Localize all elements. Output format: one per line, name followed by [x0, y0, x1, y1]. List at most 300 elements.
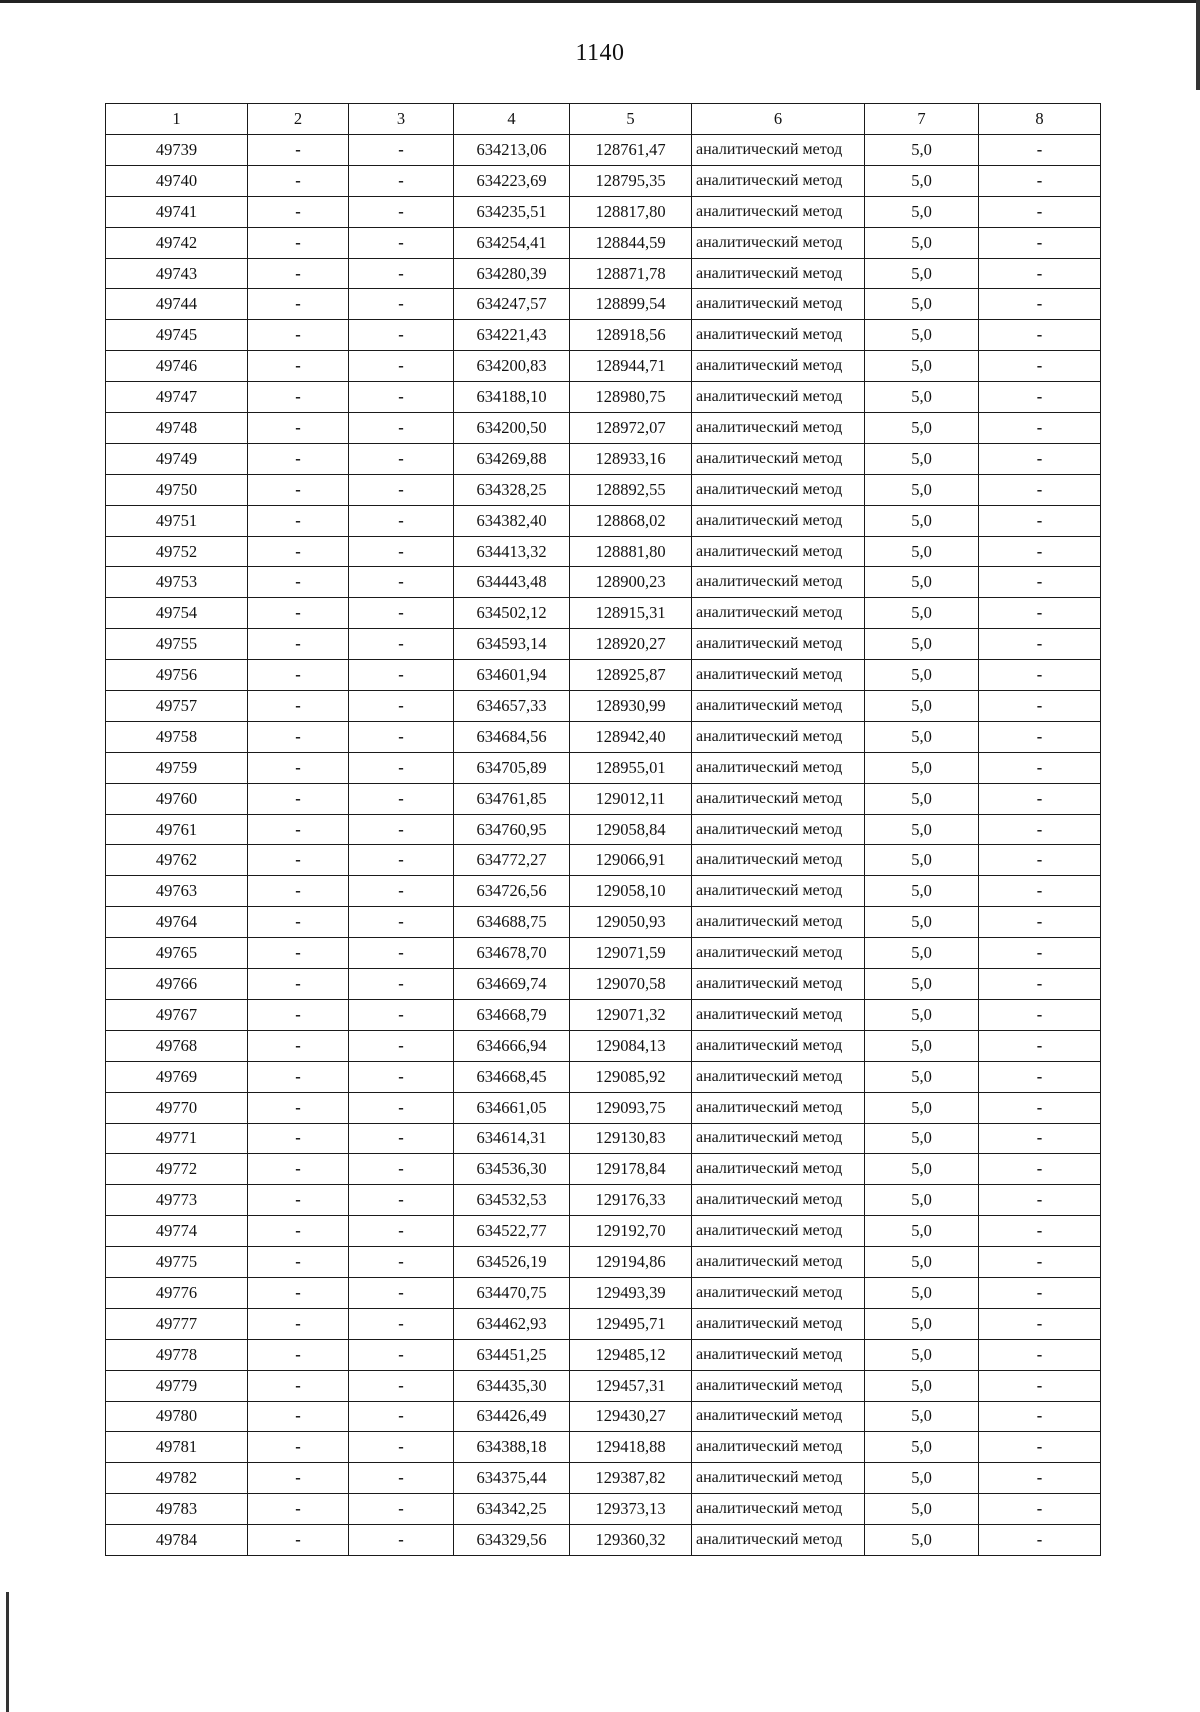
cell-x-coordinate: 634761,85	[454, 783, 570, 814]
cell-accuracy: 5,0	[865, 907, 979, 938]
cell-y-coordinate: 128980,75	[570, 382, 692, 413]
cell-col-8-value: -	[979, 660, 1101, 691]
cell-method: аналитический метод	[692, 752, 865, 783]
cell-col-2-value: -	[248, 320, 349, 351]
cell-col-3-value: -	[349, 783, 454, 814]
cell-y-coordinate: 128925,87	[570, 660, 692, 691]
cell-col-3-value: -	[349, 135, 454, 166]
cell-col-3-value: -	[349, 196, 454, 227]
cell-x-coordinate: 634726,56	[454, 876, 570, 907]
table-row	[106, 999, 1101, 1030]
cell-accuracy: 5,0	[865, 505, 979, 536]
cell-col-2-value: -	[248, 505, 349, 536]
cell-point-number: 49771	[106, 1123, 248, 1154]
cell-col-3-value: -	[349, 1525, 454, 1556]
cell-accuracy: 5,0	[865, 135, 979, 166]
cell-y-coordinate: 129085,92	[570, 1061, 692, 1092]
cell-y-coordinate: 129485,12	[570, 1339, 692, 1370]
cell-x-coordinate: 634522,77	[454, 1216, 570, 1247]
cell-method: аналитический метод	[692, 1030, 865, 1061]
cell-y-coordinate: 129066,91	[570, 845, 692, 876]
cell-col-8-value: -	[979, 1277, 1101, 1308]
cell-col-2-value: -	[248, 382, 349, 413]
table-header-row	[106, 104, 1101, 135]
cell-accuracy: 5,0	[865, 536, 979, 567]
cell-col-3-value: -	[349, 1370, 454, 1401]
cell-x-coordinate: 634502,12	[454, 598, 570, 629]
cell-accuracy: 5,0	[865, 165, 979, 196]
cell-col-8-value: -	[979, 165, 1101, 196]
cell-col-3-value: -	[349, 814, 454, 845]
table-row	[106, 969, 1101, 1000]
table-row	[106, 721, 1101, 752]
table-row	[106, 691, 1101, 722]
cell-col-8-value: -	[979, 382, 1101, 413]
cell-x-coordinate: 634375,44	[454, 1463, 570, 1494]
cell-y-coordinate: 128933,16	[570, 443, 692, 474]
cell-col-2-value: -	[248, 752, 349, 783]
cell-point-number: 49747	[106, 382, 248, 413]
cell-col-3-value: -	[349, 691, 454, 722]
cell-point-number: 49740	[106, 165, 248, 196]
cell-accuracy: 5,0	[865, 382, 979, 413]
cell-method: аналитический метод	[692, 814, 865, 845]
cell-col-8-value: -	[979, 227, 1101, 258]
cell-accuracy: 5,0	[865, 1401, 979, 1432]
cell-accuracy: 5,0	[865, 258, 979, 289]
cell-x-coordinate: 634532,53	[454, 1185, 570, 1216]
cell-col-8-value: -	[979, 536, 1101, 567]
cell-col-3-value: -	[349, 629, 454, 660]
cell-x-coordinate: 634213,06	[454, 135, 570, 166]
cell-y-coordinate: 129012,11	[570, 783, 692, 814]
cell-y-coordinate: 129360,32	[570, 1525, 692, 1556]
cell-col-2-value: -	[248, 258, 349, 289]
cell-accuracy: 5,0	[865, 938, 979, 969]
cell-col-8-value: -	[979, 413, 1101, 444]
table-row	[106, 382, 1101, 413]
table-row	[106, 443, 1101, 474]
cell-point-number: 49739	[106, 135, 248, 166]
cell-accuracy: 5,0	[865, 351, 979, 382]
cell-col-2-value: -	[248, 1370, 349, 1401]
cell-y-coordinate: 128881,80	[570, 536, 692, 567]
table-row	[106, 1308, 1101, 1339]
cell-y-coordinate: 129050,93	[570, 907, 692, 938]
cell-col-2-value: -	[248, 165, 349, 196]
cell-x-coordinate: 634247,57	[454, 289, 570, 320]
cell-method: аналитический метод	[692, 721, 865, 752]
cell-method: аналитический метод	[692, 1401, 865, 1432]
cell-point-number: 49741	[106, 196, 248, 227]
cell-col-8-value: -	[979, 1061, 1101, 1092]
cell-col-3-value: -	[349, 1277, 454, 1308]
cell-col-8-value: -	[979, 567, 1101, 598]
cell-col-3-value: -	[349, 351, 454, 382]
cell-col-2-value: -	[248, 289, 349, 320]
cell-point-number: 49757	[106, 691, 248, 722]
cell-point-number: 49767	[106, 999, 248, 1030]
column-header-2: 2	[248, 104, 349, 135]
cell-col-2-value: -	[248, 1401, 349, 1432]
cell-col-8-value: -	[979, 876, 1101, 907]
cell-col-3-value: -	[349, 413, 454, 444]
cell-accuracy: 5,0	[865, 1247, 979, 1278]
cell-accuracy: 5,0	[865, 660, 979, 691]
cell-point-number: 49746	[106, 351, 248, 382]
cell-col-8-value: -	[979, 1401, 1101, 1432]
cell-accuracy: 5,0	[865, 1308, 979, 1339]
cell-col-3-value: -	[349, 320, 454, 351]
cell-point-number: 49774	[106, 1216, 248, 1247]
table-row	[106, 227, 1101, 258]
cell-point-number: 49762	[106, 845, 248, 876]
cell-point-number: 49778	[106, 1339, 248, 1370]
table-row	[106, 1525, 1101, 1556]
table-row	[106, 505, 1101, 536]
cell-col-2-value: -	[248, 1185, 349, 1216]
cell-col-3-value: -	[349, 938, 454, 969]
column-header-8: 8	[979, 104, 1101, 135]
cell-col-3-value: -	[349, 258, 454, 289]
cell-col-8-value: -	[979, 1339, 1101, 1370]
cell-col-8-value: -	[979, 1308, 1101, 1339]
cell-col-8-value: -	[979, 1123, 1101, 1154]
cell-method: аналитический метод	[692, 1494, 865, 1525]
table-row	[106, 752, 1101, 783]
cell-col-3-value: -	[349, 907, 454, 938]
cell-col-2-value: -	[248, 1123, 349, 1154]
cell-point-number: 49753	[106, 567, 248, 598]
cell-x-coordinate: 634280,39	[454, 258, 570, 289]
cell-x-coordinate: 634526,19	[454, 1247, 570, 1278]
cell-col-2-value: -	[248, 721, 349, 752]
cell-col-8-value: -	[979, 1154, 1101, 1185]
cell-y-coordinate: 128892,55	[570, 474, 692, 505]
cell-method: аналитический метод	[692, 1339, 865, 1370]
table-body	[106, 135, 1101, 1556]
table-row	[106, 289, 1101, 320]
cell-col-8-value: -	[979, 629, 1101, 660]
cell-col-2-value: -	[248, 1061, 349, 1092]
cell-accuracy: 5,0	[865, 413, 979, 444]
cell-col-3-value: -	[349, 1154, 454, 1185]
cell-col-8-value: -	[979, 691, 1101, 722]
cell-y-coordinate: 129387,82	[570, 1463, 692, 1494]
cell-col-8-value: -	[979, 289, 1101, 320]
cell-method: аналитический метод	[692, 783, 865, 814]
cell-x-coordinate: 634451,25	[454, 1339, 570, 1370]
cell-y-coordinate: 129058,84	[570, 814, 692, 845]
cell-y-coordinate: 128761,47	[570, 135, 692, 166]
cell-x-coordinate: 634688,75	[454, 907, 570, 938]
cell-col-2-value: -	[248, 1308, 349, 1339]
cell-x-coordinate: 634678,70	[454, 938, 570, 969]
cell-col-3-value: -	[349, 1494, 454, 1525]
cell-point-number: 49760	[106, 783, 248, 814]
cell-point-number: 49765	[106, 938, 248, 969]
cell-accuracy: 5,0	[865, 227, 979, 258]
cell-col-8-value: -	[979, 1494, 1101, 1525]
cell-x-coordinate: 634221,43	[454, 320, 570, 351]
cell-y-coordinate: 128795,35	[570, 165, 692, 196]
cell-y-coordinate: 128920,27	[570, 629, 692, 660]
cell-accuracy: 5,0	[865, 1525, 979, 1556]
cell-accuracy: 5,0	[865, 1463, 979, 1494]
cell-method: аналитический метод	[692, 320, 865, 351]
cell-x-coordinate: 634666,94	[454, 1030, 570, 1061]
cell-x-coordinate: 634668,45	[454, 1061, 570, 1092]
cell-method: аналитический метод	[692, 691, 865, 722]
cell-col-2-value: -	[248, 1494, 349, 1525]
cell-method: аналитический метод	[692, 1154, 865, 1185]
cell-accuracy: 5,0	[865, 691, 979, 722]
page-number: 1140	[575, 40, 625, 66]
cell-method: аналитический метод	[692, 660, 865, 691]
cell-x-coordinate: 634200,50	[454, 413, 570, 444]
cell-point-number: 49782	[106, 1463, 248, 1494]
cell-y-coordinate: 129495,71	[570, 1308, 692, 1339]
cell-col-3-value: -	[349, 1092, 454, 1123]
table-row	[106, 165, 1101, 196]
table-row	[106, 135, 1101, 166]
table-row	[106, 196, 1101, 227]
cell-method: аналитический метод	[692, 1308, 865, 1339]
table-row	[106, 1277, 1101, 1308]
cell-x-coordinate: 634254,41	[454, 227, 570, 258]
cell-point-number: 49744	[106, 289, 248, 320]
cell-col-2-value: -	[248, 1525, 349, 1556]
cell-accuracy: 5,0	[865, 1494, 979, 1525]
cell-col-2-value: -	[248, 227, 349, 258]
coordinates-table	[105, 103, 1101, 1556]
cell-x-coordinate: 634684,56	[454, 721, 570, 752]
cell-x-coordinate: 634760,95	[454, 814, 570, 845]
cell-col-8-value: -	[979, 1247, 1101, 1278]
cell-col-3-value: -	[349, 1339, 454, 1370]
cell-col-2-value: -	[248, 196, 349, 227]
cell-col-8-value: -	[979, 1185, 1101, 1216]
cell-point-number: 49758	[106, 721, 248, 752]
table-row	[106, 474, 1101, 505]
cell-x-coordinate: 634614,31	[454, 1123, 570, 1154]
cell-method: аналитический метод	[692, 382, 865, 413]
cell-x-coordinate: 634235,51	[454, 196, 570, 227]
cell-col-2-value: -	[248, 876, 349, 907]
cell-accuracy: 5,0	[865, 1185, 979, 1216]
cell-point-number: 49761	[106, 814, 248, 845]
column-header-1: 1	[106, 104, 248, 135]
cell-x-coordinate: 634188,10	[454, 382, 570, 413]
cell-y-coordinate: 129058,10	[570, 876, 692, 907]
cell-col-8-value: -	[979, 938, 1101, 969]
cell-method: аналитический метод	[692, 351, 865, 382]
cell-col-2-value: -	[248, 1247, 349, 1278]
cell-col-3-value: -	[349, 382, 454, 413]
cell-col-3-value: -	[349, 567, 454, 598]
cell-col-8-value: -	[979, 783, 1101, 814]
table-row	[106, 1185, 1101, 1216]
cell-method: аналитический метод	[692, 1370, 865, 1401]
cell-y-coordinate: 128871,78	[570, 258, 692, 289]
cell-col-2-value: -	[248, 814, 349, 845]
table-row	[106, 814, 1101, 845]
cell-y-coordinate: 129176,33	[570, 1185, 692, 1216]
cell-point-number: 49770	[106, 1092, 248, 1123]
cell-point-number: 49743	[106, 258, 248, 289]
table-row	[106, 598, 1101, 629]
cell-col-3-value: -	[349, 845, 454, 876]
cell-method: аналитический метод	[692, 1185, 865, 1216]
cell-col-3-value: -	[349, 474, 454, 505]
cell-method: аналитический метод	[692, 258, 865, 289]
cell-method: аналитический метод	[692, 165, 865, 196]
cell-col-2-value: -	[248, 536, 349, 567]
cell-col-8-value: -	[979, 320, 1101, 351]
cell-point-number: 49768	[106, 1030, 248, 1061]
table-row	[106, 258, 1101, 289]
table-row	[106, 845, 1101, 876]
cell-col-8-value: -	[979, 196, 1101, 227]
table-row	[106, 938, 1101, 969]
cell-accuracy: 5,0	[865, 783, 979, 814]
cell-point-number: 49779	[106, 1370, 248, 1401]
table-row	[106, 629, 1101, 660]
cell-col-3-value: -	[349, 1061, 454, 1092]
cell-col-3-value: -	[349, 1463, 454, 1494]
cell-accuracy: 5,0	[865, 598, 979, 629]
cell-y-coordinate: 129457,31	[570, 1370, 692, 1401]
cell-method: аналитический метод	[692, 443, 865, 474]
scan-edge-mark-bottom	[6, 1592, 9, 1712]
cell-point-number: 49764	[106, 907, 248, 938]
cell-point-number: 49756	[106, 660, 248, 691]
cell-y-coordinate: 129130,83	[570, 1123, 692, 1154]
cell-method: аналитический метод	[692, 969, 865, 1000]
cell-y-coordinate: 129194,86	[570, 1247, 692, 1278]
cell-col-2-value: -	[248, 969, 349, 1000]
cell-point-number: 49755	[106, 629, 248, 660]
cell-x-coordinate: 634435,30	[454, 1370, 570, 1401]
cell-x-coordinate: 634200,83	[454, 351, 570, 382]
cell-col-2-value: -	[248, 1030, 349, 1061]
cell-point-number: 49784	[106, 1525, 248, 1556]
cell-point-number: 49780	[106, 1401, 248, 1432]
cell-method: аналитический метод	[692, 1092, 865, 1123]
cell-col-3-value: -	[349, 536, 454, 567]
cell-method: аналитический метод	[692, 876, 865, 907]
table-row	[106, 1216, 1101, 1247]
cell-accuracy: 5,0	[865, 1123, 979, 1154]
cell-col-8-value: -	[979, 1463, 1101, 1494]
cell-col-8-value: -	[979, 1370, 1101, 1401]
column-header-4: 4	[454, 104, 570, 135]
cell-y-coordinate: 129418,88	[570, 1432, 692, 1463]
cell-accuracy: 5,0	[865, 969, 979, 1000]
cell-point-number: 49750	[106, 474, 248, 505]
cell-accuracy: 5,0	[865, 1277, 979, 1308]
table-row	[106, 1463, 1101, 1494]
cell-accuracy: 5,0	[865, 629, 979, 660]
cell-point-number: 49751	[106, 505, 248, 536]
cell-y-coordinate: 128915,31	[570, 598, 692, 629]
cell-col-2-value: -	[248, 474, 349, 505]
table-row	[106, 1370, 1101, 1401]
table-row	[106, 413, 1101, 444]
cell-x-coordinate: 634388,18	[454, 1432, 570, 1463]
table-row	[106, 1432, 1101, 1463]
cell-col-3-value: -	[349, 227, 454, 258]
cell-point-number: 49759	[106, 752, 248, 783]
table-row	[106, 1247, 1101, 1278]
cell-method: аналитический метод	[692, 1247, 865, 1278]
cell-y-coordinate: 129071,59	[570, 938, 692, 969]
cell-method: аналитический метод	[692, 536, 865, 567]
cell-accuracy: 5,0	[865, 1092, 979, 1123]
cell-method: аналитический метод	[692, 289, 865, 320]
cell-accuracy: 5,0	[865, 474, 979, 505]
cell-col-2-value: -	[248, 907, 349, 938]
cell-x-coordinate: 634470,75	[454, 1277, 570, 1308]
cell-point-number: 49754	[106, 598, 248, 629]
cell-col-2-value: -	[248, 660, 349, 691]
cell-col-8-value: -	[979, 135, 1101, 166]
cell-col-8-value: -	[979, 258, 1101, 289]
cell-col-2-value: -	[248, 1277, 349, 1308]
cell-method: аналитический метод	[692, 567, 865, 598]
cell-col-2-value: -	[248, 1339, 349, 1370]
cell-method: аналитический метод	[692, 227, 865, 258]
cell-y-coordinate: 129430,27	[570, 1401, 692, 1432]
cell-col-3-value: -	[349, 999, 454, 1030]
cell-point-number: 49772	[106, 1154, 248, 1185]
cell-col-3-value: -	[349, 1030, 454, 1061]
cell-accuracy: 5,0	[865, 567, 979, 598]
cell-x-coordinate: 634705,89	[454, 752, 570, 783]
cell-x-coordinate: 634772,27	[454, 845, 570, 876]
cell-y-coordinate: 129178,84	[570, 1154, 692, 1185]
cell-point-number: 49752	[106, 536, 248, 567]
cell-col-8-value: -	[979, 443, 1101, 474]
cell-point-number: 49769	[106, 1061, 248, 1092]
cell-col-2-value: -	[248, 598, 349, 629]
cell-point-number: 49766	[106, 969, 248, 1000]
column-header-3: 3	[349, 104, 454, 135]
column-header-6: 6	[692, 104, 865, 135]
cell-y-coordinate: 129071,32	[570, 999, 692, 1030]
cell-x-coordinate: 634462,93	[454, 1308, 570, 1339]
cell-method: аналитический метод	[692, 1061, 865, 1092]
cell-point-number: 49749	[106, 443, 248, 474]
cell-col-8-value: -	[979, 1216, 1101, 1247]
cell-col-8-value: -	[979, 474, 1101, 505]
cell-col-3-value: -	[349, 1432, 454, 1463]
cell-accuracy: 5,0	[865, 999, 979, 1030]
cell-col-2-value: -	[248, 135, 349, 166]
cell-col-8-value: -	[979, 505, 1101, 536]
cell-y-coordinate: 129192,70	[570, 1216, 692, 1247]
cell-col-2-value: -	[248, 999, 349, 1030]
cell-accuracy: 5,0	[865, 443, 979, 474]
cell-point-number: 49776	[106, 1277, 248, 1308]
cell-col-8-value: -	[979, 351, 1101, 382]
cell-y-coordinate: 128900,23	[570, 567, 692, 598]
cell-method: аналитический метод	[692, 505, 865, 536]
cell-col-8-value: -	[979, 1030, 1101, 1061]
cell-col-3-value: -	[349, 165, 454, 196]
cell-col-2-value: -	[248, 845, 349, 876]
cell-accuracy: 5,0	[865, 1370, 979, 1401]
